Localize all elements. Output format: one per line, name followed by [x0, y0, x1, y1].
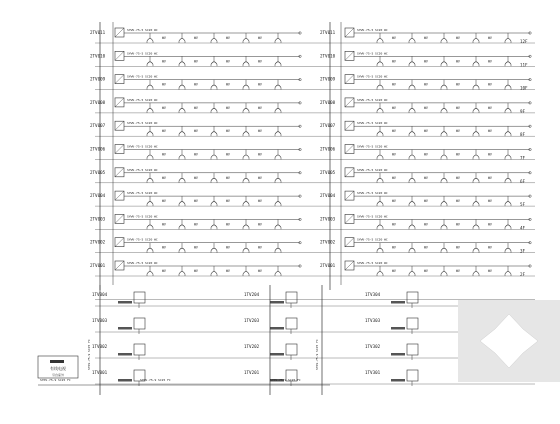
lower-unit-label: 1TV203	[244, 318, 260, 323]
left-unit-label: 2TV009	[90, 76, 106, 82]
floor-label: 11F	[520, 62, 528, 68]
left-tap-label: WV	[226, 222, 230, 227]
left-amplifier-diagonal	[115, 51, 124, 60]
right-cable-spec: SYWV-75-5 SC20 WC	[357, 167, 388, 172]
left-unit-label: 2TV006	[90, 146, 106, 152]
lower-outlet-box	[407, 318, 418, 329]
right-cable-spec: SYWV-75-5 SC20 WC	[357, 237, 388, 242]
floor-label: 10F	[520, 85, 528, 91]
right-tap-label: WV	[488, 36, 492, 40]
right-tap-label: WV	[392, 82, 396, 87]
right-tap-label: WV	[488, 175, 492, 180]
right-unit-label: 2TV003	[320, 216, 336, 222]
left-tap-label: WV	[162, 245, 166, 250]
right-tap-label: WV	[424, 269, 428, 273]
left-tap-label: WV	[162, 269, 166, 273]
riser-spec-vertical: SYKV-75-9 SC25 FC	[315, 339, 319, 370]
left-unit-label: 2TV010	[90, 53, 106, 59]
lower-unit-label: 1TV002	[92, 344, 108, 349]
left-tap-label: WV	[226, 269, 230, 273]
right-amplifier-diagonal	[345, 28, 354, 37]
right-cable-spec: SYWV-75-5 SC20 WC	[357, 28, 388, 32]
left-tap-label: WV	[258, 82, 262, 87]
upper-riser-section	[90, 22, 535, 299]
right-tap-label: WV	[456, 36, 460, 40]
left-amplifier-diagonal	[115, 261, 124, 270]
left-tap-label: WV	[258, 245, 262, 250]
floor-label: 7F	[520, 155, 526, 161]
lower-outlet-bar	[270, 353, 284, 356]
lower-outlet-bar	[391, 379, 405, 382]
lower-outlet-bar	[391, 353, 405, 356]
right-tap-label: WV	[456, 82, 460, 87]
right-unit-label: 2TV001	[320, 263, 336, 268]
left-tap-label: WV	[194, 245, 198, 250]
left-amplifier-diagonal	[115, 98, 124, 107]
floor-label: 4F	[520, 225, 526, 231]
left-cable-spec: SYWV-75-5 SC20 WC	[127, 144, 158, 149]
left-tap-label: WV	[194, 199, 198, 204]
cabinet-sub: 引自室外	[51, 373, 65, 377]
right-tap-label: WV	[424, 82, 428, 87]
left-tap-label: WV	[258, 105, 262, 110]
right-cable-spec: SYWV-75-5 SC20 WC	[357, 51, 388, 56]
lower-outlet-box	[134, 318, 145, 329]
right-cable-spec: SYWV-75-5 SC20 WC	[357, 74, 388, 79]
floor-label: 2F	[520, 272, 526, 277]
left-cable-spec: SYWV-75-5 SC20 WC	[127, 191, 158, 196]
lower-unit-label: 1TV001	[92, 370, 108, 375]
lower-unit-label: 1TV302	[365, 344, 381, 349]
lower-outlet-box	[134, 292, 145, 303]
floor-label: 12F	[520, 39, 528, 44]
right-unit-label: 2TV006	[320, 146, 336, 152]
right-tap-label: WV	[424, 222, 428, 227]
left-tap-label: WV	[226, 59, 230, 64]
right-amplifier-diagonal	[345, 51, 354, 60]
left-tap-label: WV	[194, 175, 198, 180]
left-tap-label: WV	[258, 199, 262, 204]
left-cable-spec: SYWV-75-5 SC20 WC	[127, 74, 158, 79]
left-cable-spec: SYWV-75-5 SC20 WC	[127, 97, 158, 102]
left-unit-label: 2TV005	[90, 169, 106, 175]
right-amplifier-diagonal	[345, 191, 354, 200]
left-amplifier-diagonal	[115, 75, 124, 84]
left-tap-label: WV	[162, 152, 166, 157]
left-tap-label: WV	[258, 129, 262, 134]
left-tap-label: WV	[194, 152, 198, 157]
right-tap-label: WV	[456, 222, 460, 227]
left-tap-label: WV	[226, 82, 230, 87]
left-tap-label: WV	[162, 129, 166, 134]
left-tap-label: WV	[258, 59, 262, 64]
left-tap-label: WV	[226, 175, 230, 180]
right-amplifier-diagonal	[345, 75, 354, 84]
left-tap-label: WV	[226, 152, 230, 157]
lower-outlet-box	[407, 370, 418, 381]
right-amplifier-diagonal	[345, 121, 354, 130]
right-tap-label: WV	[424, 245, 428, 250]
right-cable-spec: SYWV-75-5 SC20 WC	[357, 97, 388, 102]
left-unit-label: 2TV002	[90, 239, 106, 245]
right-tap-label: WV	[392, 105, 396, 110]
left-unit-label: 2TV007	[90, 123, 106, 129]
right-tap-label: WV	[392, 175, 396, 180]
left-tap-label: WV	[194, 59, 198, 64]
lower-outlet-box	[286, 344, 297, 355]
right-tap-label: WV	[488, 199, 492, 204]
side-blocks	[458, 300, 560, 382]
lower-unit-label: 1TV004	[92, 292, 108, 297]
lower-outlet-bar	[270, 301, 284, 304]
right-tap-label: WV	[424, 36, 428, 40]
right-tap-label: WV	[488, 82, 492, 87]
left-cable-spec: SYWV-75-5 SC20 WC	[127, 261, 158, 265]
left-unit-label: 2TV001	[90, 263, 106, 268]
lower-outlet-box	[407, 344, 418, 355]
bottom-spec: SYKV-75-9 SC25 FC	[140, 378, 171, 382]
lower-unit-label: 1TV303	[365, 318, 381, 323]
left-tap-label: WV	[226, 105, 230, 110]
right-amplifier-diagonal	[345, 238, 354, 247]
right-tap-label: WV	[424, 199, 428, 204]
left-tap-label: WV	[162, 222, 166, 227]
left-tap-label: WV	[162, 82, 166, 87]
right-tap-label: WV	[424, 129, 428, 134]
right-unit-label: 2TV002	[320, 239, 336, 245]
right-tap-label: WV	[392, 152, 396, 157]
left-tap-label: WV	[258, 175, 262, 180]
lower-outlet-box	[407, 292, 418, 303]
left-amplifier-diagonal	[115, 121, 124, 130]
right-tap-label: WV	[424, 105, 428, 110]
right-tap-label: WV	[456, 245, 460, 250]
right-cable-spec: SYWV-75-5 SC20 WC	[357, 144, 388, 149]
left-unit-label: 2TV004	[90, 193, 106, 199]
cabinet-bar	[50, 360, 64, 363]
left-amplifier-diagonal	[115, 28, 124, 37]
right-cable-spec: SYWV-75-5 SC20 WC	[357, 214, 388, 219]
lower-unit-label: 1TV003	[92, 318, 108, 323]
floor-label: 6F	[520, 178, 526, 184]
left-cable-spec: SYWV-75-5 SC20 WC	[127, 214, 158, 219]
right-tap-label: WV	[424, 175, 428, 180]
right-tap-label: WV	[392, 59, 396, 64]
left-tap-label: WV	[258, 36, 262, 40]
lower-outlet-bar	[270, 327, 284, 330]
left-amplifier-diagonal	[115, 145, 124, 154]
lower-outlet-bar	[391, 327, 405, 330]
right-tap-label: WV	[392, 36, 396, 40]
bottom-spec: SYKV-75-9 SC25 FC	[40, 378, 71, 382]
lower-outlet-bar	[118, 327, 132, 330]
right-tap-label: WV	[488, 222, 492, 227]
right-tap-label: WV	[488, 59, 492, 64]
left-tap-label: WV	[162, 199, 166, 204]
left-amplifier-diagonal	[115, 191, 124, 200]
left-cable-spec: SYWV-75-5 SC20 WC	[127, 51, 158, 56]
right-tap-label: WV	[392, 199, 396, 204]
left-cable-spec: SYWV-75-5 SC20 WC	[127, 28, 158, 32]
right-tap-label: WV	[392, 245, 396, 250]
right-amplifier-diagonal	[345, 98, 354, 107]
left-tap-label: WV	[194, 82, 198, 87]
right-cable-spec: SYWV-75-5 SC20 WC	[357, 261, 388, 265]
right-tap-label: WV	[456, 105, 460, 110]
left-tap-label: WV	[194, 36, 198, 40]
right-unit-label: 2TV005	[320, 169, 336, 175]
right-unit-label: 2TV011	[320, 30, 336, 35]
right-amplifier-diagonal	[345, 261, 354, 270]
left-unit-label: 2TV008	[90, 99, 106, 105]
left-cable-spec: SYWV-75-5 SC20 WC	[127, 167, 158, 172]
right-amplifier-diagonal	[345, 145, 354, 154]
lower-outlet-bar	[118, 301, 132, 304]
right-tap-label: WV	[488, 105, 492, 110]
lower-unit-label: 1TV204	[244, 292, 260, 297]
right-tap-label: WV	[456, 129, 460, 134]
right-unit-label: 2TV007	[320, 123, 336, 129]
left-cable-spec: SYWV-75-5 SC20 WC	[127, 237, 158, 242]
right-tap-label: WV	[456, 152, 460, 157]
right-cable-spec: SYWV-75-5 SC20 WC	[357, 191, 388, 196]
left-unit-label: 2TV003	[90, 216, 106, 222]
right-tap-label: WV	[456, 269, 460, 273]
left-tap-label: WV	[226, 245, 230, 250]
floor-label: 9F	[520, 108, 526, 114]
floor-label: 3F	[520, 248, 526, 254]
left-tap-label: WV	[258, 222, 262, 227]
floor-label: 5F	[520, 202, 526, 208]
lower-outlet-box	[286, 318, 297, 329]
floor-label: 8F	[520, 132, 526, 138]
left-cable-spec: SYWV-75-5 SC20 WC	[127, 121, 158, 126]
left-tap-label: WV	[162, 36, 166, 40]
right-tap-label: WV	[456, 175, 460, 180]
left-tap-label: WV	[194, 105, 198, 110]
left-tap-label: WV	[226, 199, 230, 204]
left-tap-label: WV	[226, 36, 230, 40]
lower-outlet-box	[134, 344, 145, 355]
right-cable-spec: SYWV-75-5 SC20 WC	[357, 121, 388, 126]
lower-unit-label: 1TV301	[365, 370, 381, 375]
left-tap-label: WV	[258, 152, 262, 157]
left-tap-label: WV	[162, 105, 166, 110]
right-amplifier-diagonal	[345, 168, 354, 177]
lower-outlet-bar	[118, 379, 132, 382]
right-unit-label: 2TV004	[320, 193, 336, 199]
right-tap-label: WV	[456, 59, 460, 64]
right-unit-label: 2TV008	[320, 99, 336, 105]
riser-spec-vertical: SYKV-75-9 SC25 FC	[87, 339, 91, 370]
lower-outlet-bar	[391, 301, 405, 304]
left-tap-label: WV	[194, 222, 198, 227]
right-tap-label: WV	[392, 129, 396, 134]
left-tap-label: WV	[162, 175, 166, 180]
right-unit-label: 2TV009	[320, 76, 336, 82]
right-tap-label: WV	[456, 199, 460, 204]
left-tap-label: WV	[258, 269, 262, 273]
left-amplifier-diagonal	[115, 168, 124, 177]
lower-outlet-box	[286, 292, 297, 303]
lower-unit-label: 1TV304	[365, 292, 381, 297]
right-tap-label: WV	[424, 152, 428, 157]
left-amplifier-diagonal	[115, 238, 124, 247]
bottom-spec: SYKV-75-9 SC25 FC	[270, 378, 301, 382]
left-tap-label: WV	[194, 269, 198, 273]
right-tap-label: WV	[392, 269, 396, 273]
right-tap-label: WV	[488, 152, 492, 157]
right-unit-label: 2TV010	[320, 53, 336, 59]
right-tap-label: WV	[488, 129, 492, 134]
left-amplifier-diagonal	[115, 214, 124, 223]
left-tap-label: WV	[194, 129, 198, 134]
lower-unit-label: 1TV202	[244, 344, 260, 349]
right-tap-label: WV	[392, 222, 396, 227]
right-tap-label: WV	[488, 245, 492, 250]
right-tap-label: WV	[488, 269, 492, 273]
cabinet-label: 有线电视	[50, 366, 66, 371]
left-tap-label: WV	[226, 129, 230, 134]
lower-outlet-bar	[118, 353, 132, 356]
right-tap-label: WV	[424, 59, 428, 64]
left-unit-label: 2TV011	[90, 30, 106, 35]
right-amplifier-diagonal	[345, 214, 354, 223]
lower-unit-label: 1TV201	[244, 370, 260, 375]
left-tap-label: WV	[162, 59, 166, 64]
